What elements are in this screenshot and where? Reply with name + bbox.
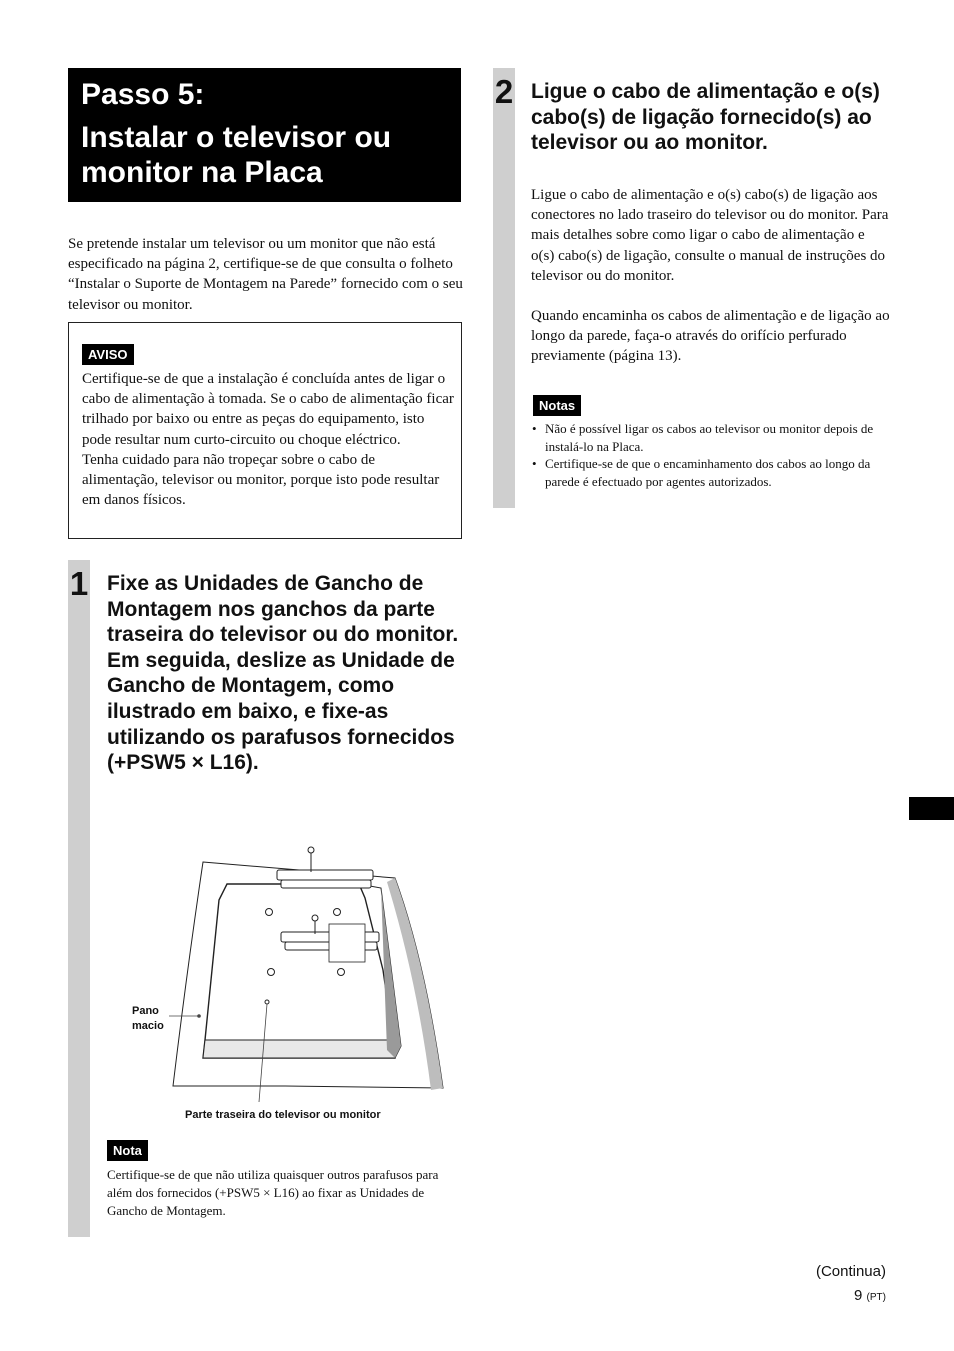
step2-notes-label: Notas [533,395,581,416]
warning-text [82,369,454,510]
page-title: Instalar o televisor ou monitor na Placa [81,121,392,189]
page-number-suffix: (PT) [866,1292,886,1303]
section-tab-marker [909,797,954,820]
tv-rear-illustration [125,840,455,1110]
figure-label-rear: Parte traseira do televisor ou monitor [185,1109,381,1121]
warning-text-2: Tenha cuidado para não tropeçar sobre o cabo de alimentação, televisor ou monitor, porque isto pode resultar em danos físicos. [82,451,440,509]
page-title-step: Passo 5: [81,78,205,111]
warning-label: AVISO [82,344,134,365]
step1-heading: Fixe as Unidades de Gancho de Montagem nos ganchos da parte traseira do televisor ou do monitor. Em seguida, deslize as Unidade de Gancho de Montagem, como ilustrado em baixo, e fixe-as utilizando os parafusos fornecidos (+PSW5 × L16). [107,572,459,775]
step1-note-label: Nota [107,1140,148,1161]
tv-rear-panel [203,884,395,1058]
step2-paragraph-1: Ligue o cabo de alimentação e o(s) cabo(s) de ligação aos conectores no lado traseiro do televisor ou do monitor. Para mais detalhes sobre como ligar o cabo de alimentação e o(s) cabo(s) de ligação, consulte o manual de instruções do televisor ou do monitor. [531,187,889,284]
list-item: • Não é possível ligar os cabos ao televisor ou monitor depois de instalá-lo na Placa. [532,421,874,454]
intro-paragraph: Se pretende instalar um televisor ou um monitor que não está especificado na página 2, certifique-se de que consulta o folheto “Instalar o Suporte de Montagem na Parede” fornecido com o seu televisor ou monitor. [68,236,463,313]
mounting-hook-top [277,847,373,888]
page-number-value: 9 [854,1287,863,1304]
step2-heading: Ligue o cabo de alimentação e o(s) cabo(s) de ligação fornecido(s) ao televisor ou ao monitor. [531,80,880,155]
step2-bar [493,68,515,508]
step1-bar [68,560,90,1237]
step1-number: 1 [69,565,89,602]
page-title-box [68,68,461,202]
step2-number: 2 [494,73,514,110]
warning-box [68,322,462,539]
page-number [854,1287,886,1304]
warning-text-1: Certifique-se de que a instalação é concluída antes de ligar o cabo de alimentação à tomada. Se o cabo de alimentação ficar trilhado por baixo ou entre as peças do equipamento, isto pode resultar num curto-circuito ou choque eléctrico. [82,371,454,448]
step2-notes-list [531,420,891,490]
list-item: • Certifique-se de que o encaminhamento dos cabos ao longo da parede é efectuado por agentes autorizados. [532,456,871,489]
step1-note-text: Certifique-se de que não utiliza quaisquer outros parafusos para além dos fornecidos (+PSW5 × L16) ao fixar as Unidades de Gancho de Montagem. [107,1167,439,1218]
figure-label-cloth: Pano macio [132,1005,164,1032]
connector-panel [329,924,365,962]
step2-paragraph-2: Quando encaminha os cabos de alimentação e de ligação ao longo da parede, faça-o através do orifício perfurado previamente (página 13). [531,308,890,365]
continued-label: (Continua) [815,1263,886,1280]
